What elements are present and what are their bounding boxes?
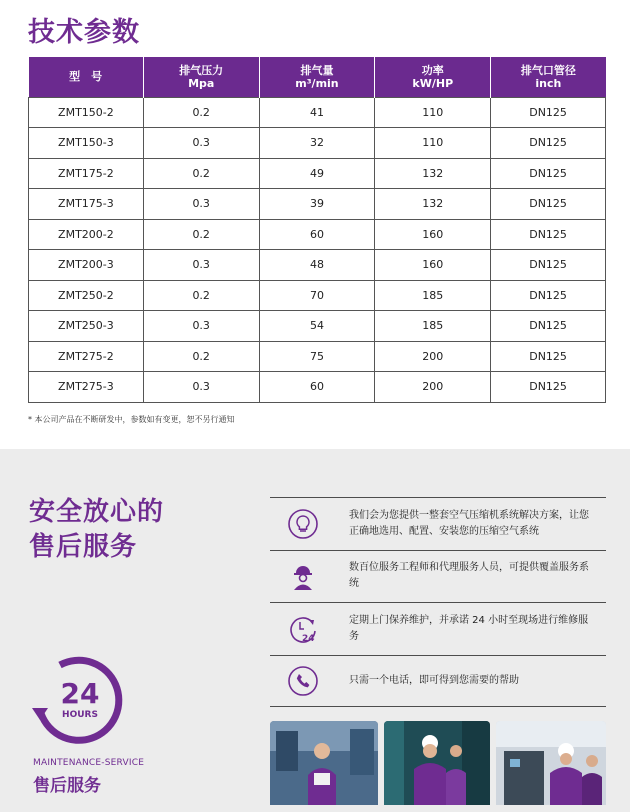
cell-pressure: 0.2 [143,158,259,189]
cell-flow: 32 [259,128,375,159]
cell-power: 200 [375,341,491,372]
cell-power: 110 [375,128,491,159]
table-row [29,158,606,189]
24-hours-badge [30,652,125,747]
cell-model: ZMT200-2 [29,219,144,250]
cell-pressure: 0.2 [143,341,259,372]
slogan-line-2: 售后服务 [29,532,138,562]
service-text: 我们会为您提供一整套空气压缩机系统解决方案，让您正确地选用、配置、安装您的压缩空气系统 [349,509,589,537]
cell-pressure: 0.3 [143,189,259,220]
cell-model: ZMT275-2 [29,341,144,372]
header-power: 功率 kW/HP [375,57,491,97]
table-row [29,280,606,311]
cell-flow: 75 [259,341,375,372]
table-row [29,311,606,342]
cell-power: 132 [375,189,491,220]
cell-model: ZMT150-3 [29,128,144,159]
cell-pressure: 0.3 [143,128,259,159]
cell-model: ZMT175-3 [29,189,144,220]
cell-pressure: 0.2 [143,280,259,311]
table-row [29,128,606,159]
cell-model: ZMT200-3 [29,250,144,281]
cell-flow: 48 [259,250,375,281]
service-slogan [29,495,164,565]
cell-power: 132 [375,158,491,189]
service-item [270,497,606,550]
lightbulb-icon [288,509,318,539]
header-outlet: 排气口管径 inch [491,57,606,97]
table-row [29,372,606,403]
cell-model: ZMT250-2 [29,280,144,311]
service-item [270,550,606,603]
cell-outlet: DN125 [491,311,606,342]
table-header-row [29,57,606,97]
cell-model: ZMT175-2 [29,158,144,189]
cell-outlet: DN125 [491,250,606,281]
cell-flow: 54 [259,311,375,342]
cell-model: ZMT250-3 [29,311,144,342]
header-model: 型 号 [29,57,144,97]
badge-unit: HOURS [62,710,98,720]
page-title: 技术参数 [28,17,140,48]
cell-outlet: DN125 [491,341,606,372]
header-pressure: 排气压力 Mpa [143,57,259,97]
badge-number: 24 [60,677,100,710]
spec-table [28,57,606,403]
service-item [270,602,606,655]
cell-power: 185 [375,311,491,342]
service-text: 数百位服务工程师和代理服务人员，可提供覆盖服务系统 [349,562,589,590]
cell-model: ZMT275-3 [29,372,144,403]
service-list [270,497,606,707]
photo-engineers [384,721,490,805]
clock-24-icon [288,614,318,644]
service-photos [270,721,606,805]
table-row [29,189,606,220]
cell-pressure: 0.3 [143,372,259,403]
cell-pressure: 0.3 [143,311,259,342]
cell-outlet: DN125 [491,128,606,159]
cell-power: 110 [375,97,491,128]
cell-outlet: DN125 [491,158,606,189]
service-text: 定期上门保养维护，并承诺 24 小时至现场进行维修服务 [349,614,589,642]
footnote: * 本公司产品在不断研发中，参数如有变更，恕不另行通知 [28,415,235,424]
cell-power: 200 [375,372,491,403]
cell-flow: 49 [259,158,375,189]
cell-model: ZMT150-2 [29,97,144,128]
service-item [270,655,606,708]
cell-flow: 70 [259,280,375,311]
table-row [29,341,606,372]
cell-power: 160 [375,219,491,250]
svg-text:24: 24 [302,633,315,644]
cell-flow: 60 [259,219,375,250]
table-row [29,219,606,250]
cell-pressure: 0.3 [143,250,259,281]
cell-pressure: 0.2 [143,97,259,128]
cell-pressure: 0.2 [143,219,259,250]
header-flow: 排气量 m³/min [259,57,375,97]
maintenance-service-en: MAINTENANCE-SERVICE [33,758,145,768]
photo-consultation [270,721,378,805]
cell-flow: 60 [259,372,375,403]
slogan-line-1: 安全放心的 [29,497,165,527]
cell-outlet: DN125 [491,280,606,311]
phone-icon [288,666,318,696]
service-text: 只需一个电话，即可得到您需要的帮助 [349,674,519,686]
maintenance-service-cn: 售后服务 [33,776,101,796]
cell-flow: 41 [259,97,375,128]
cell-outlet: DN125 [491,372,606,403]
table-row [29,250,606,281]
cell-flow: 39 [259,189,375,220]
photo-maintenance [496,721,606,805]
cell-outlet: DN125 [491,219,606,250]
cell-outlet: DN125 [491,189,606,220]
cell-outlet: DN125 [491,97,606,128]
table-row [29,97,606,128]
cell-power: 160 [375,250,491,281]
engineer-icon [288,561,318,591]
cell-power: 185 [375,280,491,311]
